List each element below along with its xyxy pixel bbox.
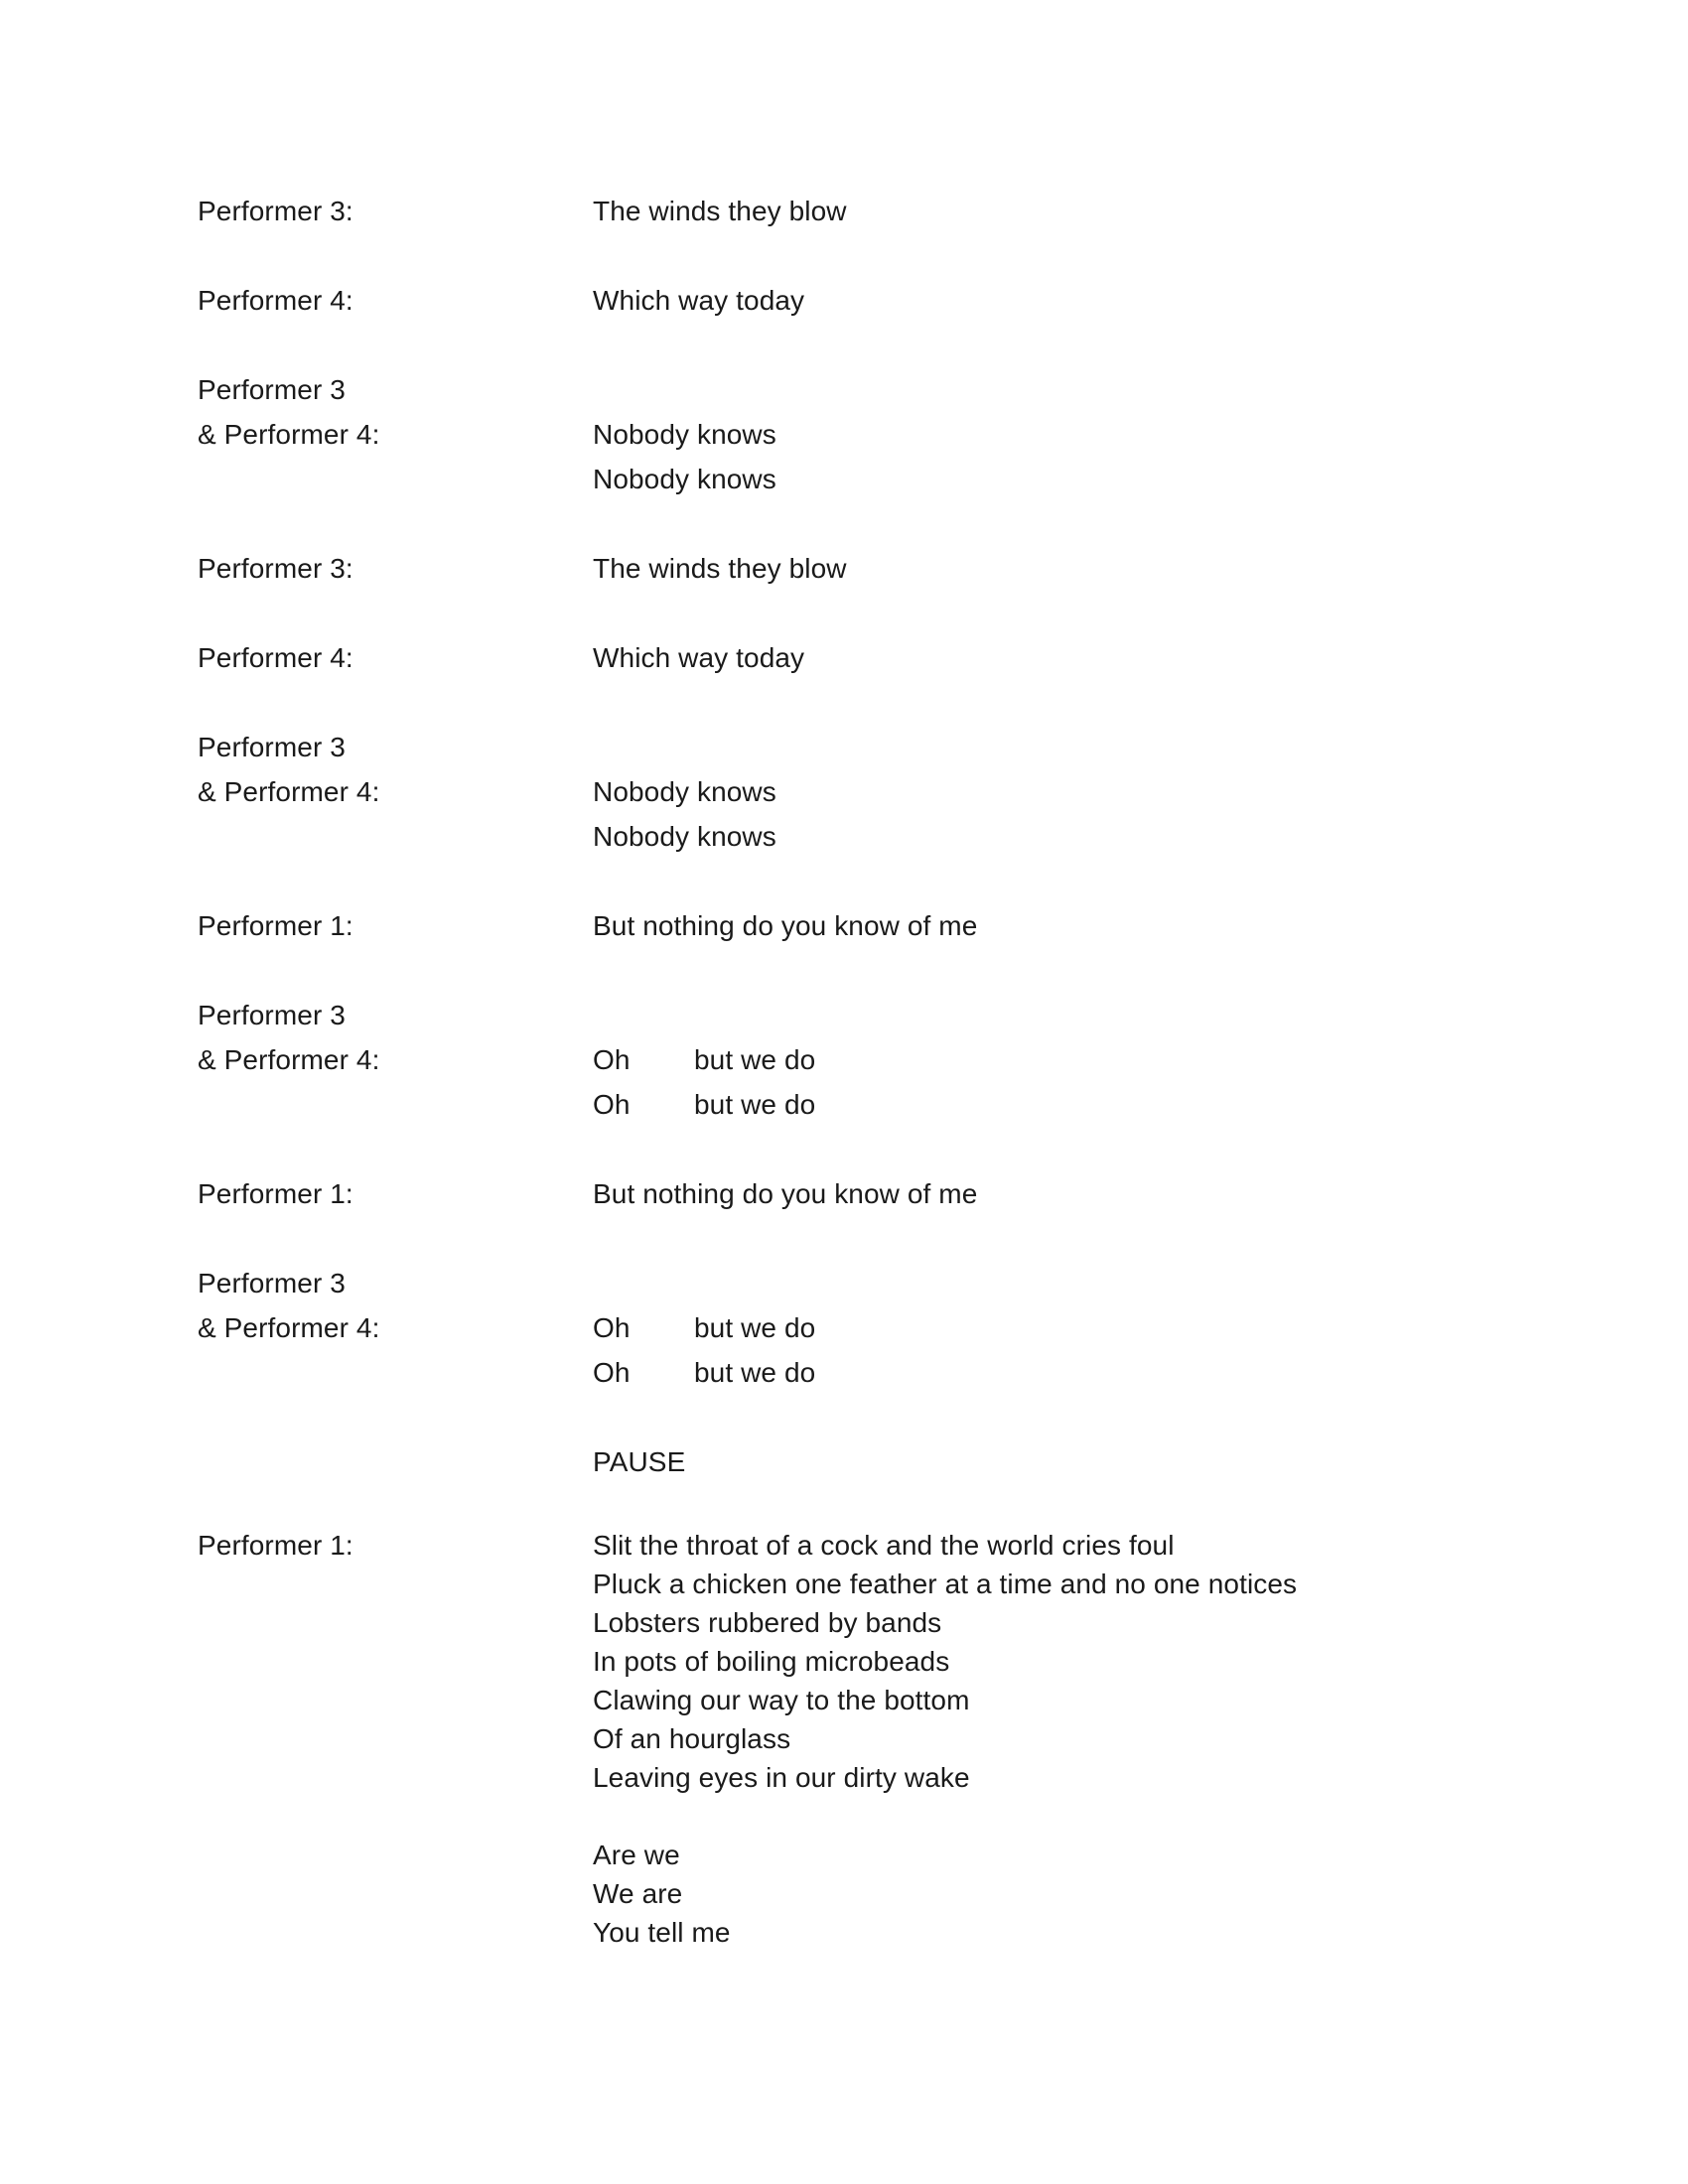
verse-line: Lobsters rubbered by bands <box>593 1607 942 1638</box>
speaker-label: & Performer 4: <box>198 1312 380 1343</box>
dialogue-line: but we do <box>694 1357 816 1388</box>
dialogue-line: Nobody knows <box>593 419 776 450</box>
dialogue-line: Oh <box>593 1044 631 1075</box>
speaker-label: & Performer 4: <box>198 776 380 807</box>
speaker-label: & Performer 4: <box>198 419 380 450</box>
speaker-label: Performer 3 <box>198 732 346 762</box>
verse-line: Pluck a chicken one feather at a time and no one notices <box>593 1569 1298 1599</box>
dialogue-line: Nobody knows <box>593 464 776 494</box>
speaker-label: Performer 4: <box>198 642 353 673</box>
dialogue-line: but we do <box>694 1089 816 1120</box>
verse-line: Slit the throat of a cock and the world cries foul <box>593 1530 1175 1561</box>
dialogue-line: Which way today <box>593 285 805 316</box>
verse-line: In pots of boiling microbeads <box>593 1646 950 1677</box>
dialogue-line: The winds they blow <box>593 196 847 226</box>
speaker-label: Performer 1: <box>198 1530 353 1561</box>
verse-line: You tell me <box>593 1917 731 1948</box>
verse-line: Leaving eyes in our dirty wake <box>593 1762 970 1793</box>
verse-line: Of an hourglass <box>593 1723 791 1754</box>
dialogue-line: Oh <box>593 1312 631 1343</box>
dialogue-line: Oh <box>593 1357 631 1388</box>
dialogue-line: Nobody knows <box>593 776 776 807</box>
dialogue-line: Nobody knows <box>593 821 776 852</box>
dialogue-line: but we do <box>694 1312 816 1343</box>
verse-line: Clawing our way to the bottom <box>593 1685 970 1715</box>
speaker-label: Performer 3 <box>198 1268 346 1298</box>
verse-line: We are <box>593 1878 683 1909</box>
dialogue-line: Which way today <box>593 642 805 673</box>
stage-direction: PAUSE <box>593 1446 686 1477</box>
speaker-label: Performer 3: <box>198 553 353 584</box>
dialogue-line: Oh <box>593 1089 631 1120</box>
speaker-label: Performer 3 <box>198 374 346 405</box>
speaker-label: Performer 4: <box>198 285 353 316</box>
speaker-label: Performer 1: <box>198 910 353 941</box>
dialogue-line: But nothing do you know of me <box>593 910 978 941</box>
verse-line: Are we <box>593 1840 680 1870</box>
speaker-label: Performer 1: <box>198 1178 353 1209</box>
speaker-label: Performer 3: <box>198 196 353 226</box>
dialogue-line: but we do <box>694 1044 816 1075</box>
speaker-label: & Performer 4: <box>198 1044 380 1075</box>
dialogue-line: The winds they blow <box>593 553 847 584</box>
dialogue-line: But nothing do you know of me <box>593 1178 978 1209</box>
speaker-label: Performer 3 <box>198 1000 346 1030</box>
